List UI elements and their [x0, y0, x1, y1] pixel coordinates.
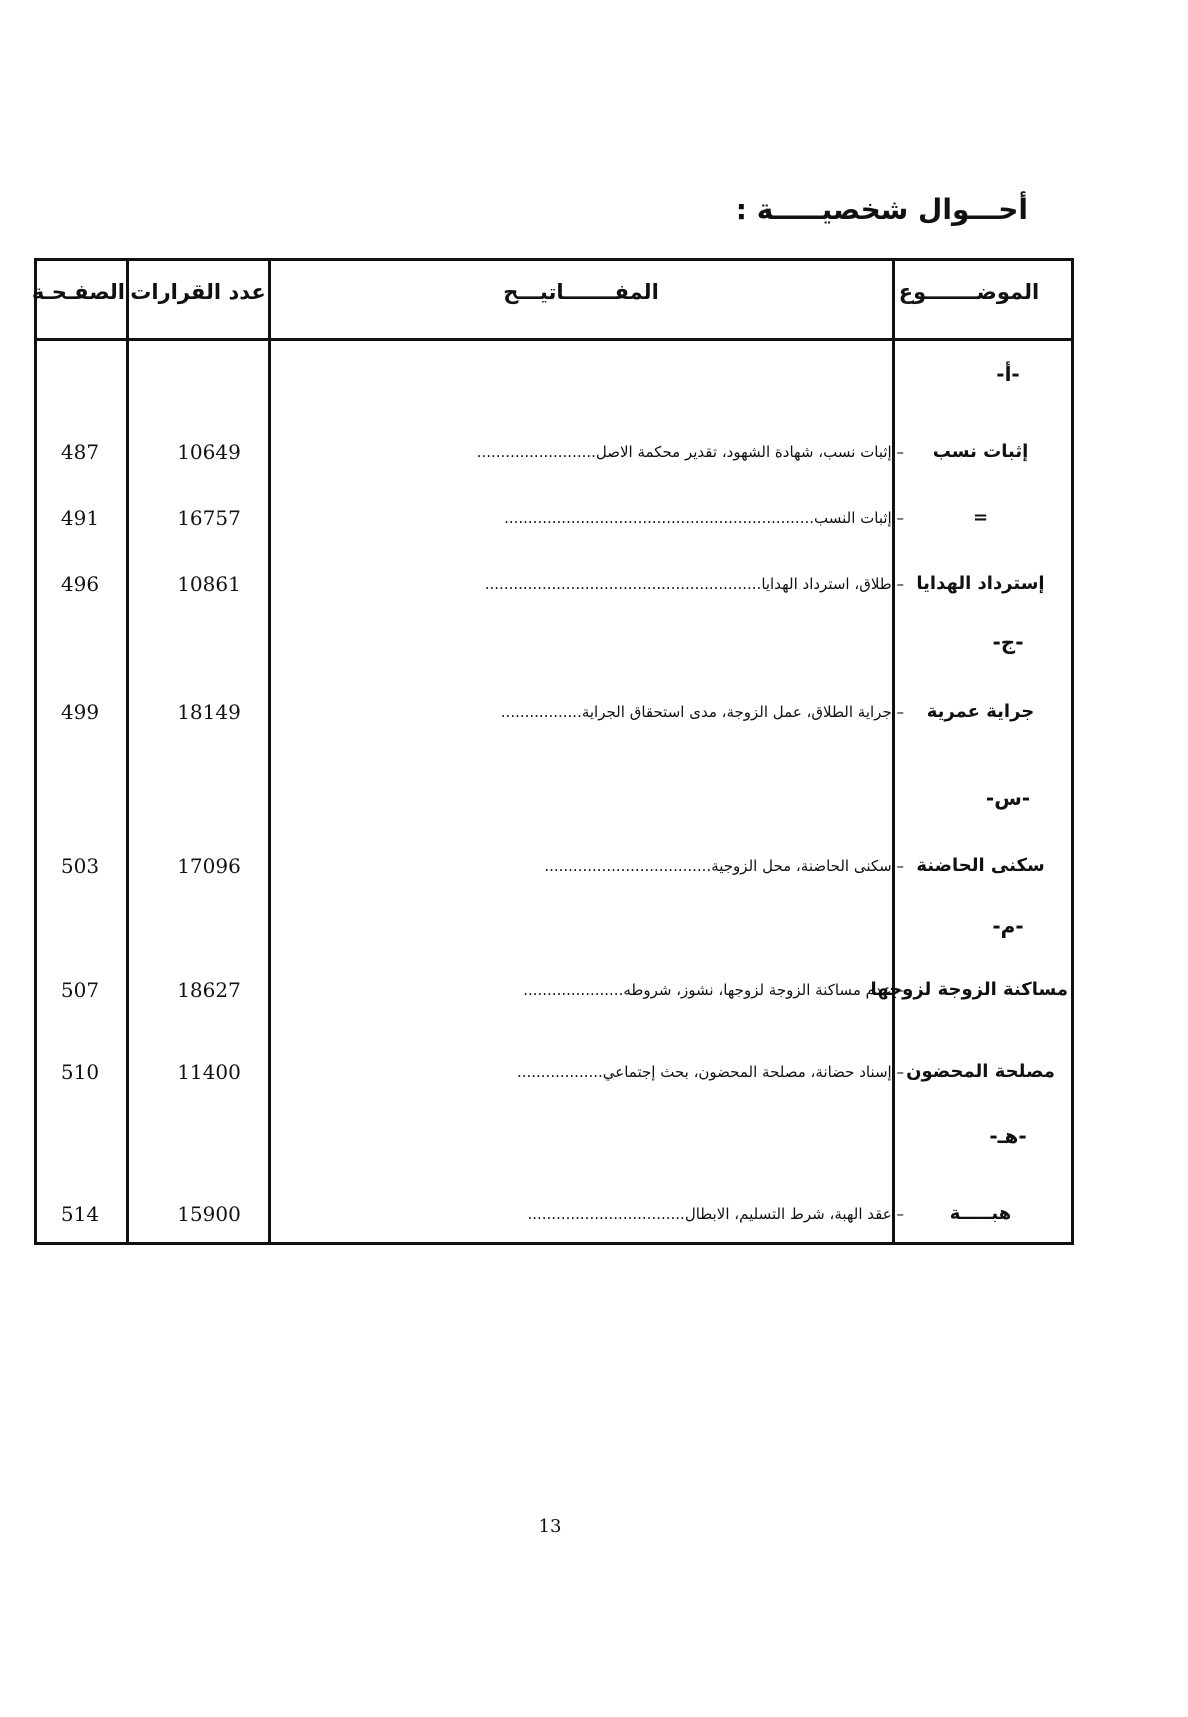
keywords-cell: – سكنى الحاضنة، محل الزوجية................................... [544, 857, 904, 875]
column-divider-keywords [892, 260, 895, 1245]
decision-number-cell: 17096 [177, 854, 241, 878]
keywords-cell: – جراية الطلاق، عمل الزوجة، مدى استحقاق الجراية................. [500, 703, 904, 721]
topic-cell: = [972, 507, 989, 528]
index-table [31, 260, 1074, 1245]
table-header-rule [34, 338, 1074, 341]
page-cell: 514 [60, 1202, 100, 1226]
topic-cell: إثبات نسب [932, 441, 1029, 462]
table-row [34, 1194, 1074, 1234]
page-cell: 499 [60, 700, 100, 724]
topic-cell: سكنى الحاضنة [916, 855, 1045, 876]
keywords-cell: – إسناد حضانة، مصلحة المحضون، بحث إجتماعي.................. [516, 1063, 904, 1081]
topic-cell: هبـــــة [949, 1203, 1012, 1224]
page-cell: 487 [60, 440, 100, 464]
keywords-cell: – إثبات النسب................................................................. [504, 509, 904, 527]
decision-number-cell: 10861 [177, 572, 241, 596]
topic-cell: إسترداد الهدايا [916, 573, 1045, 594]
page-cell: 496 [60, 572, 100, 596]
table-row [34, 564, 1074, 604]
decision-number-cell: 18627 [177, 978, 241, 1002]
decision-number-cell: 15900 [177, 1202, 241, 1226]
table-row [34, 692, 1074, 732]
header-keywords: المفـــــــاتيـــح [503, 280, 659, 304]
page-number: 13 [538, 1516, 562, 1537]
table-row [34, 498, 1074, 538]
page-cell: 510 [60, 1060, 100, 1084]
page-cell: 507 [60, 978, 100, 1002]
section-title: أحـــوال شخصيـــــة : [735, 193, 1028, 226]
decision-number-cell: 16757 [177, 506, 241, 530]
column-divider-number [268, 260, 271, 1245]
table-row [34, 846, 1074, 886]
keywords-cell: – عدم مساكنة الزوجة لزوجها، نشوز، شروطه..................... [523, 981, 904, 999]
letter-heading: -س- [985, 786, 1031, 810]
keywords-cell: – عقد الهبة، شرط التسليم، الابطال................................. [527, 1205, 904, 1223]
header-decision-number: عدد القرارات [130, 280, 266, 304]
decision-number-cell: 11400 [177, 1060, 241, 1084]
table-row [34, 970, 1074, 1010]
topic-cell: مصلحة المحضون [906, 1061, 1055, 1082]
page-cell: 491 [60, 506, 100, 530]
table-row [34, 432, 1074, 472]
page-cell: 503 [60, 854, 100, 878]
header-topic: الموضـــــــوع [898, 280, 1040, 304]
decision-number-cell: 18149 [177, 700, 241, 724]
keywords-cell: – طلاق، استرداد الهدايا.......................................................... [484, 575, 904, 593]
letter-heading: -ج- [992, 630, 1024, 654]
letter-heading: -أ- [996, 362, 1020, 386]
table-row [34, 1052, 1074, 1092]
column-divider-page [126, 260, 129, 1245]
letter-heading: -هـ- [989, 1124, 1027, 1148]
header-page: الصفـحـة [31, 280, 125, 304]
decision-number-cell: 10649 [177, 440, 241, 464]
letter-heading: -م- [992, 914, 1024, 938]
topic-cell: جراية عمرية [926, 701, 1035, 722]
topic-cell: مساكنة الزوجة لزوجها [870, 979, 1068, 1000]
keywords-cell: – إثبات نسب، شهادة الشهود، تقدير محكمة الاصل......................... [476, 443, 904, 461]
